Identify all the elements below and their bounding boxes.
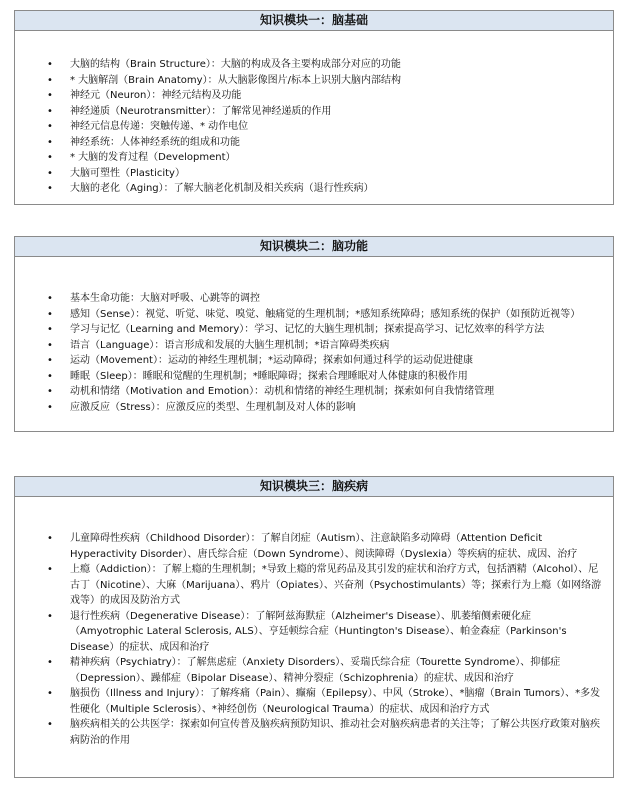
- list-item: • 退行性疾病（Degenerative Disease）：了解阿兹海默症（Alzheimer's Disease）、肌萎缩侧索硬化症（Amyotrophic Lateral Sclerosis, ALS）、亨廷顿综合症（Huntington's Disease）、帕金森症（Parkinson's Disease）的症状、成因和治疗: [15, 609, 613, 656]
- list-item: • 精神疾病（Psychiatry）：了解焦虑症（Anxiety Disorders）、妥瑞氏综合症（Tourette Syndrome）、抑郁症（Depression）、躁郁症（Bipolar Disease）、精神分裂症（Schizophrenia）的症状、成因和治疗: [15, 655, 613, 686]
- list-item: • 动机和情绪（Motivation and Emotion）：动机和情绪的神经生理机制；探索如何自我情绪管理: [15, 384, 613, 400]
- topic-list: [15, 31, 613, 197]
- list-item: • 大脑的结构（Brain Structure）：大脑的构成及各主要构成部分对应的功能: [15, 57, 613, 73]
- list-item: • 上瘾（Addiction）：了解上瘾的生理机制；*导致上瘾的常见药品及其引发的症状和治疗方式，包括酒精（Alcohol）、尼古丁（Nicotine）、大麻（Marijuana）、鸦片（Opiates）、兴奋剂（Psychostimulants）等；探索行为上瘾（如网络游戏等）的成因及防治方式: [15, 562, 613, 609]
- list-item: • 神经元信息传递：突触传递、* 动作电位: [15, 119, 613, 135]
- module-brain-basics: [14, 10, 614, 205]
- list-item: • 基本生命功能：大脑对呼吸、心跳等的调控: [15, 291, 613, 307]
- list-item: • 大脑可塑性（Plasticity）: [15, 166, 613, 182]
- list-item: • 学习与记忆（Learning and Memory）：学习、记忆的大脑生理机制；探索提高学习、记忆效率的科学方法: [15, 322, 613, 338]
- topic-list: [15, 257, 613, 415]
- module-brain-disease: [14, 476, 614, 778]
- module-brain-function: [14, 236, 614, 432]
- module-title: 知识模块一：脑基础: [15, 11, 613, 31]
- list-item: • 神经系统：人体神经系统的组成和功能: [15, 135, 613, 151]
- list-item: • 语言（Language）：语言形成和发展的大脑生理机制；*语言障碍类疾病: [15, 338, 613, 354]
- list-item: • * 大脑的发育过程（Development）: [15, 150, 613, 166]
- list-item: • 神经递质（Neurotransmitter）：了解常见神经递质的作用: [15, 104, 613, 120]
- list-item: • 脑损伤（Illness and Injury）：了解疼痛（Pain）、癫痫（Epilepsy）、中风（Stroke）、*脑瘤（Brain Tumors）、*多发性硬化（Multiple Sclerosis）、*神经创伤（Neurological Trauma）的症状、成因和治疗方式: [15, 686, 613, 717]
- list-item: • 感知（Sense）：视觉、听觉、味觉、嗅觉、触痛觉的生理机制；*感知系统障碍；感知系统的保护（如预防近视等）: [15, 307, 613, 323]
- list-item: • 应激反应（Stress）：应激反应的类型、生理机制及对人体的影响: [15, 400, 613, 416]
- list-item: • 神经元（Neuron）：神经元结构及功能: [15, 88, 613, 104]
- list-item: • 大脑的老化（Aging）：了解大脑老化机制及相关疾病（退行性疾病）: [15, 181, 613, 197]
- module-title: 知识模块二：脑功能: [15, 237, 613, 257]
- list-item: • * 大脑解剖（Brain Anatomy）：从大脑影像图片/标本上识别大脑内部结构: [15, 73, 613, 89]
- list-item: • 睡眠（Sleep）：睡眠和觉醒的生理机制；*睡眠障碍；探索合理睡眠对人体健康的积极作用: [15, 369, 613, 385]
- module-title: 知识模块三：脑疾病: [15, 477, 613, 497]
- list-item: • 脑疾病相关的公共医学：探索如何宣传普及脑疾病预防知识、推动社会对脑疾病患者的关注等；了解公共医疗政策对脑疾病防治的作用: [15, 717, 613, 748]
- list-item: • 儿童障碍性疾病（Childhood Disorder）：了解自闭症（Autism）、注意缺陷多动障碍（Attention Deficit Hyperactivity Disorder）、唐氏综合症（Down Syndrome）、阅读障碍（Dyslexia）等疾病的症状、成因、治疗: [15, 531, 613, 562]
- topic-list: [15, 497, 613, 748]
- list-item: • 运动（Movement）：运动的神经生理机制；*运动障碍；探索如何通过科学的运动促进健康: [15, 353, 613, 369]
